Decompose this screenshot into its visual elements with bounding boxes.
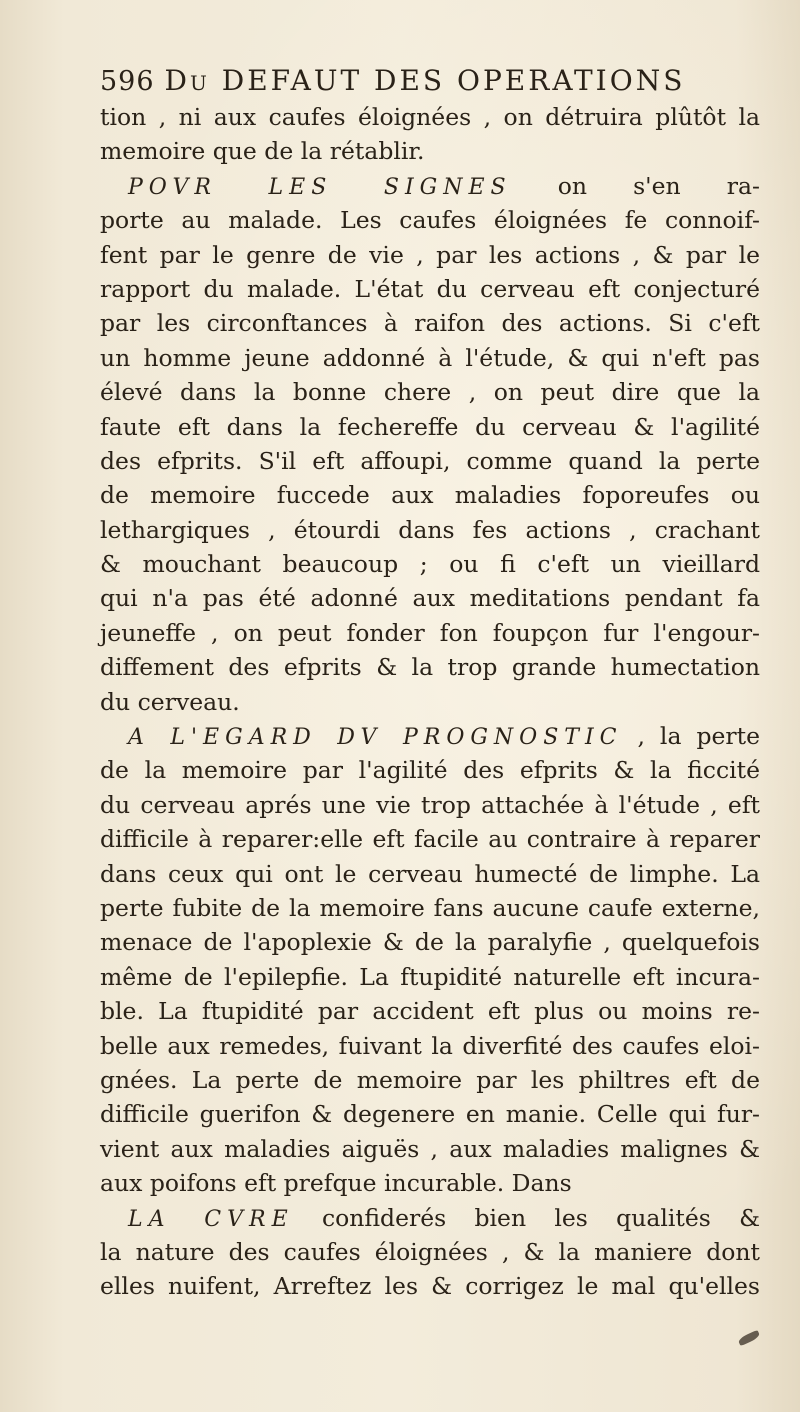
line-text: même de l'epilepfie. La ftupidité naturelle eft incura- <box>100 962 760 991</box>
line-text: aux poifons eft prefque incurable. Dans <box>100 1169 572 1198</box>
text-line <box>100 719 760 753</box>
running-head <box>100 62 760 100</box>
line-text: tion , ni aux caufes éloignées , on détruira plûtôt la <box>100 103 760 131</box>
text-line <box>100 753 760 787</box>
text-line <box>100 1201 760 1235</box>
line-text: memoire que de la rétablir. <box>100 137 425 166</box>
page-number: 596 <box>100 66 155 97</box>
text-line <box>100 444 760 478</box>
line-text: , la perte <box>622 722 760 751</box>
line-text: faute eft dans la fechereffe du cerveau & l'agilité <box>100 412 760 441</box>
line-text: du cerveau aprés une vie trop attachée à l'étude , eft <box>100 790 760 819</box>
text-line <box>100 203 760 237</box>
text-line <box>100 1132 760 1166</box>
text-line <box>100 891 760 925</box>
line-text: qui n'a pas été adonné aux meditations pendant fa <box>100 584 760 613</box>
line-text: de memoire fuccede aux maladies foporeufes ou <box>100 481 760 510</box>
running-title: Du DEFAUT DES OPERATIONS <box>164 64 686 97</box>
ink-smudge <box>737 1330 760 1347</box>
line-text: diffement des efprits & la trop grande humectation <box>100 653 760 682</box>
line-text: par les circonftances à raifon des actions. Si c'eft <box>100 309 760 338</box>
text-line <box>100 994 760 1028</box>
text-line <box>100 1166 760 1200</box>
text-line <box>100 925 760 959</box>
line-text: fent par le genre de vie , par les actions , & par le <box>100 240 760 269</box>
line-text: ble. La ftupidité par accident eft plus ou moins re- <box>100 997 760 1026</box>
line-text: confiderés bien les qualités & <box>293 1203 760 1232</box>
line-text: jeuneffe , on peut fonder fon foupçon fur l'engour- <box>100 618 760 647</box>
line-text: un homme jeune addonné à l'étude, & qui n'eft pas <box>100 343 760 372</box>
line-text: difficile à reparer:elle eft facile au contraire à reparer <box>100 825 760 854</box>
text-line <box>100 238 760 272</box>
text-line <box>100 306 760 340</box>
text-line <box>100 100 760 134</box>
text-line <box>100 341 760 375</box>
text-line <box>100 547 760 581</box>
line-text: menace de l'apoplexie & de la paralyfie , quelquefois <box>100 928 760 957</box>
text-line <box>100 272 760 306</box>
line-text: difficile guerifon & degenere en manie. Celle qui fur- <box>100 1100 760 1129</box>
line-text: de la memoire par l'agilité des efprits & la ficcité <box>100 756 760 785</box>
text-line <box>100 1097 760 1131</box>
section-heading: LA CVRE <box>128 1206 294 1232</box>
line-text: des efprits. S'il eft affoupi, comme quand la perte <box>100 446 760 475</box>
text-block <box>100 62 760 1304</box>
text-line <box>100 616 760 650</box>
section-heading: POVR LES SIGNES <box>128 174 512 200</box>
line-text: perte fubite de la memoire fans aucune caufe externe, <box>100 893 760 922</box>
text-line <box>100 375 760 409</box>
line-text: vient aux maladies aiguës , aux maladies malignes & <box>100 1134 760 1163</box>
text-line <box>100 1063 760 1097</box>
text-line <box>100 1029 760 1063</box>
text-line <box>100 857 760 891</box>
text-line <box>100 822 760 856</box>
line-text: la nature des caufes éloignées , & la maniere dont <box>100 1237 760 1266</box>
text-line <box>100 1269 760 1303</box>
text-line <box>100 1235 760 1269</box>
line-text: lethargiques , étourdi dans fes actions , crachant <box>100 515 760 544</box>
text-line <box>100 478 760 512</box>
text-line <box>100 960 760 994</box>
line-text: du cerveau. <box>100 687 240 716</box>
text-line <box>100 134 760 168</box>
text-line <box>100 581 760 615</box>
line-text: belle aux remedes, fuivant la diverfité des caufes eloi- <box>100 1031 760 1060</box>
line-text: porte au malade. Les caufes éloignées fe connoif- <box>100 206 760 235</box>
line-text: gnées. La perte de memoire par les philtres eft de <box>100 1065 760 1094</box>
text-line <box>100 169 760 203</box>
text-line <box>100 513 760 547</box>
text-line <box>100 685 760 719</box>
line-text: élevé dans la bonne chere , on peut dire que la <box>100 378 760 407</box>
text-line <box>100 410 760 444</box>
line-text: dans ceux qui ont le cerveau humecté de limphe. La <box>100 859 760 888</box>
text-line <box>100 788 760 822</box>
line-text: rapport du malade. L'état du cerveau eft conjecturé <box>100 274 760 303</box>
line-text: on s'en ra- <box>511 171 760 200</box>
line-text: & mouchant beaucoup ; ou fi c'eft un vieillard <box>100 550 760 579</box>
section-heading: A L'EGARD DV PROGNOSTIC <box>128 725 623 751</box>
line-text: elles nuifent, Arreftez les & corrigez le mal qu'elles <box>100 1272 760 1301</box>
text-line <box>100 650 760 684</box>
body-text <box>100 100 760 1304</box>
